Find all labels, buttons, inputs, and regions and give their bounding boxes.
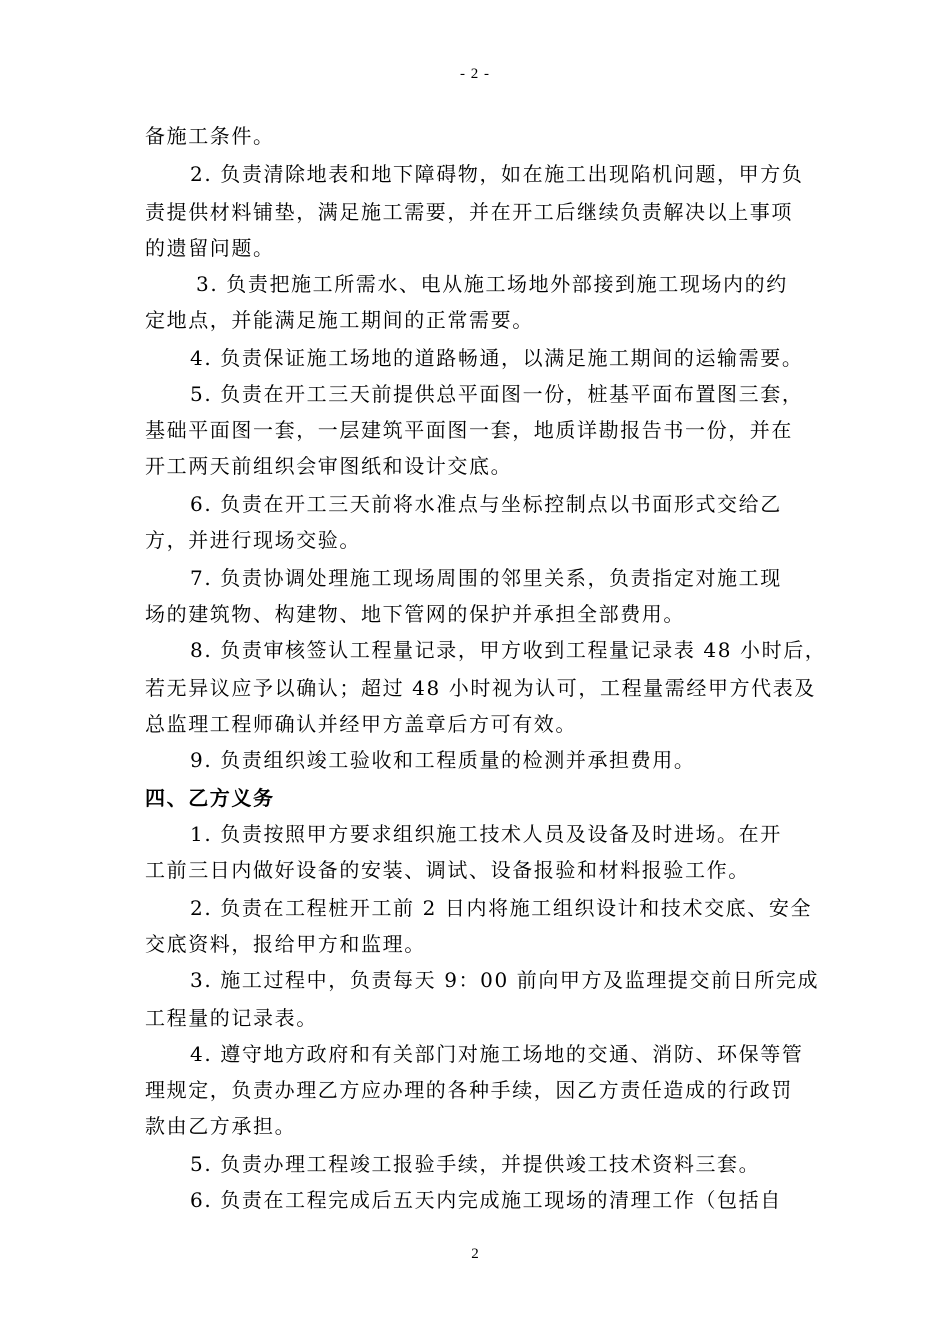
text-line: 方，并进行现场交验。	[145, 528, 361, 552]
page-header-number: - 2 -	[460, 66, 490, 82]
text-line: 9. 负责组织竣工验收和工程质量的检测并承担费用。	[190, 748, 696, 772]
text-line: 1. 负责按照甲方要求组织施工技术人员及设备及时进场。在开	[190, 822, 782, 846]
text-line: 理规定，负责办理乙方应办理的各种手续，因乙方责任造成的行政罚	[145, 1078, 793, 1102]
text-line: 2. 负责在工程桩开工前 2 日内将施工组织设计和技术交底、安全	[190, 896, 813, 920]
text-line: 定地点，并能满足施工期间的正常需要。	[145, 308, 534, 332]
text-line: 5. 负责办理工程竣工报验手续，并提供竣工技术资料三套。	[190, 1152, 761, 1176]
text-line: 3. 施工过程中，负责每天 9：00 前向甲方及监理提交前日所完成	[190, 968, 820, 992]
text-line: 3. 负责把施工所需水、电从施工场地外部接到施工现场内的约	[196, 272, 788, 296]
text-line: 交底资料，报给甲方和监理。	[145, 932, 426, 956]
text-line: 款由乙方承担。	[145, 1114, 297, 1138]
text-line: 若无异议应予以确认；超过 48 小时视为认可，工程量需经甲方代表及	[145, 676, 816, 700]
text-line: 备施工条件。	[145, 124, 275, 148]
page-footer-number: 2	[471, 1246, 479, 1262]
text-line: 4. 负责保证施工场地的道路畅通，以满足施工期间的运输需要。	[190, 346, 804, 370]
text-line: 的遗留问题。	[145, 236, 275, 260]
text-line: 工前三日内做好设备的安装、调试、设备报验和材料报验工作。	[145, 858, 750, 882]
text-line: 6. 负责在开工三天前将水准点与坐标控制点以书面形式交给乙	[190, 492, 782, 516]
text-line: 4. 遵守地方政府和有关部门对施工场地的交通、消防、环保等管	[190, 1042, 804, 1066]
text-line: 5. 负责在开工三天前提供总平面图一份，桩基平面布置图三套，	[190, 382, 804, 406]
text-line: 8. 负责审核签认工程量记录，甲方收到工程量记录表 48 小时后，	[190, 638, 827, 662]
text-line: 基础平面图一套，一层建筑平面图一套，地质详勘报告书一份，并在	[145, 418, 793, 442]
text-line: 责提供材料铺垫，满足施工需要，并在开工后继续负责解决以上事项	[145, 200, 793, 224]
section-heading: 四、乙方义务	[145, 786, 275, 810]
text-line: 开工两天前组织会审图纸和设计交底。	[145, 454, 513, 478]
text-line: 7. 负责协调处理施工现场周围的邻里关系，负责指定对施工现	[190, 566, 782, 590]
text-line: 工程量的记录表。	[145, 1006, 318, 1030]
text-line: 6. 负责在工程完成后五天内完成施工现场的清理工作（包括自	[190, 1188, 782, 1212]
text-line: 场的建筑物、构建物、地下管网的保护并承担全部费用。	[145, 602, 685, 626]
text-line: 2. 负责清除地表和地下障碍物，如在施工出现陷机问题，甲方负	[190, 162, 804, 186]
text-line: 总监理工程师确认并经甲方盖章后方可有效。	[145, 712, 577, 736]
